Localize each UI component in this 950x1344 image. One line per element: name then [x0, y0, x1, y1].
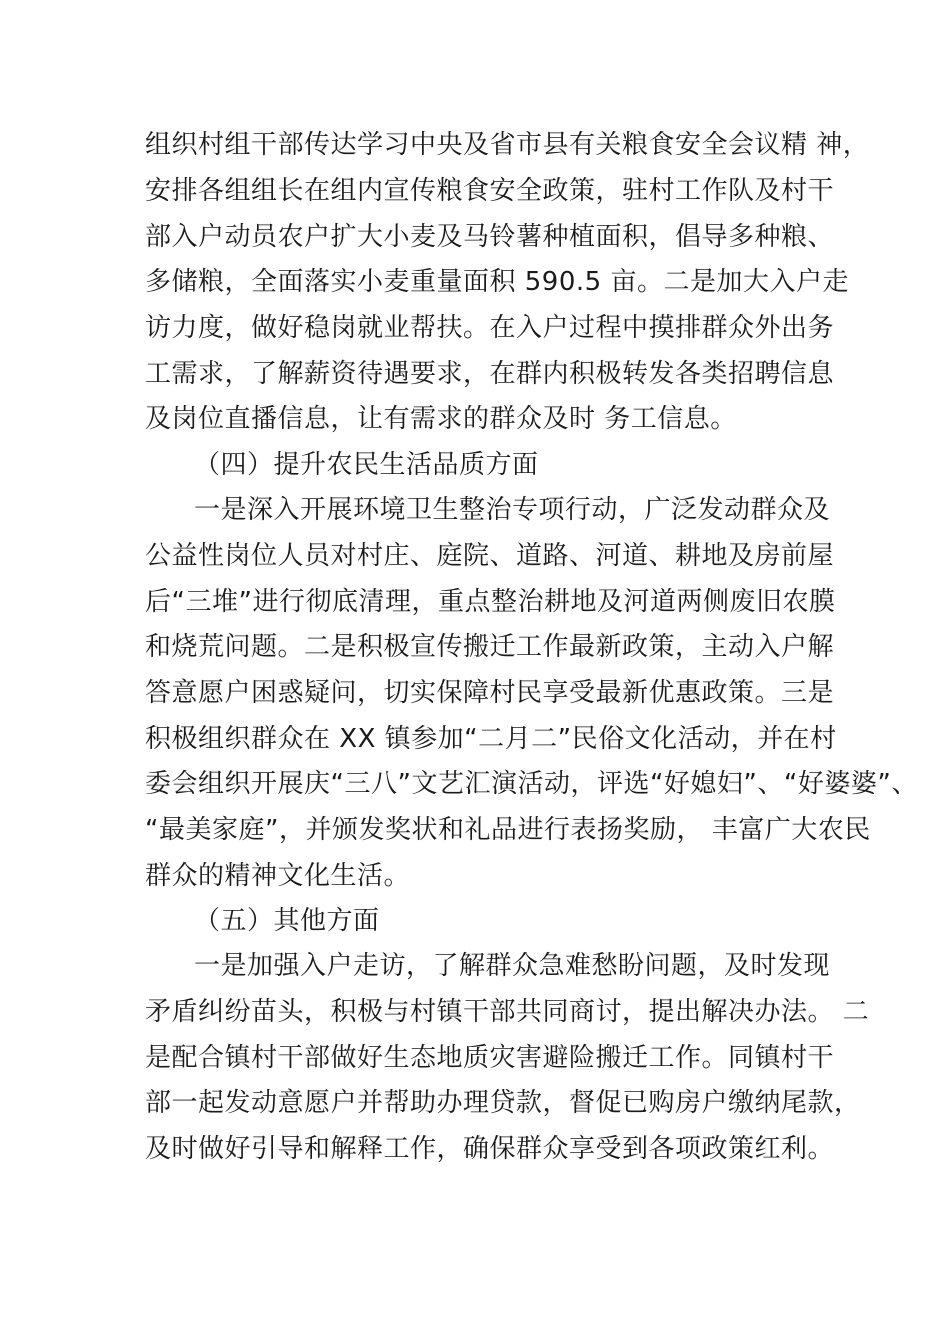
body-text-line: 多储粮，全面落实小麦重量面积 590.5 亩。二是加大入户走 [145, 267, 849, 297]
body-text-line: 部一起发动意愿户并帮助办理贷款，督促已购房户缴纳尾款， [145, 1088, 861, 1118]
body-text-line: 答意愿户困惑疑问，切实保障村民享受最新优惠政策。三是 [145, 678, 835, 708]
body-text-line: 访力度，做好稳岗就业帮扶。在入户过程中摸排群众外出务 [145, 313, 835, 343]
body-text-line: 及岗位直播信息，让有需求的群众及时 务工信息。 [145, 404, 737, 434]
body-text-line: 是配合镇村干部做好生态地质灾害避险搬迁工作。同镇村干 [145, 1043, 835, 1073]
body-text-line: 积极组织群众在 XX 镇参加“二月二”民俗文化活动，并在村 [145, 724, 837, 754]
body-text-line: 后“三堆”进行彻底清理，重点整治耕地及河道两侧废旧农膜 [145, 587, 836, 617]
section-heading-five: （五）其他方面 [194, 906, 380, 936]
body-text-line: 组织村组干部传达学习中央及省市县有关粮食安全会议精 神， [145, 130, 870, 160]
paragraph-first-line: 一是深入开展环境卫生整治专项行动，广泛发动群众及 [194, 495, 831, 525]
body-text-line: 部入户动员农户扩大小麦及马铃薯种植面积，倡导多种粮、 [145, 222, 835, 252]
body-text-line: 工需求，了解薪资待遇要求，在群内积极转发各类招聘信息 [145, 359, 835, 389]
body-text-line: 及时做好引导和解释工作，确保群众享受到各项政策红利。 [145, 1134, 835, 1164]
body-text-line: 和烧荒问题。二是积极宣传搬迁工作最新政策，主动入户解 [145, 632, 835, 662]
body-text-line: 矛盾纠纷苗头，积极与村镇干部共同商讨，提出解决办法。 二 [145, 997, 870, 1027]
body-text-line: 安排各组组长在组内宣传粮食安全政策，驻村工作队及村干 [145, 176, 835, 206]
paragraph-first-line: 一是加强入户走访，了解群众急难愁盼问题，及时发现 [194, 951, 831, 981]
body-text-line: “最美家庭”，并颁发奖状和礼品进行表扬奖励， 丰富广大农民 [145, 815, 871, 845]
section-heading-four: （四）提升农民生活品质方面 [194, 450, 539, 480]
body-text-line: 群众的精神文化生活。 [145, 861, 411, 891]
body-text-line: 公益性岗位人员对村庄、庭院、道路、河道、耕地及房前屋 [145, 541, 835, 571]
body-text-line: 委会组织开展庆“三八”文艺汇演活动，评选“好媳妇”、“好婆婆”、 [145, 769, 918, 799]
